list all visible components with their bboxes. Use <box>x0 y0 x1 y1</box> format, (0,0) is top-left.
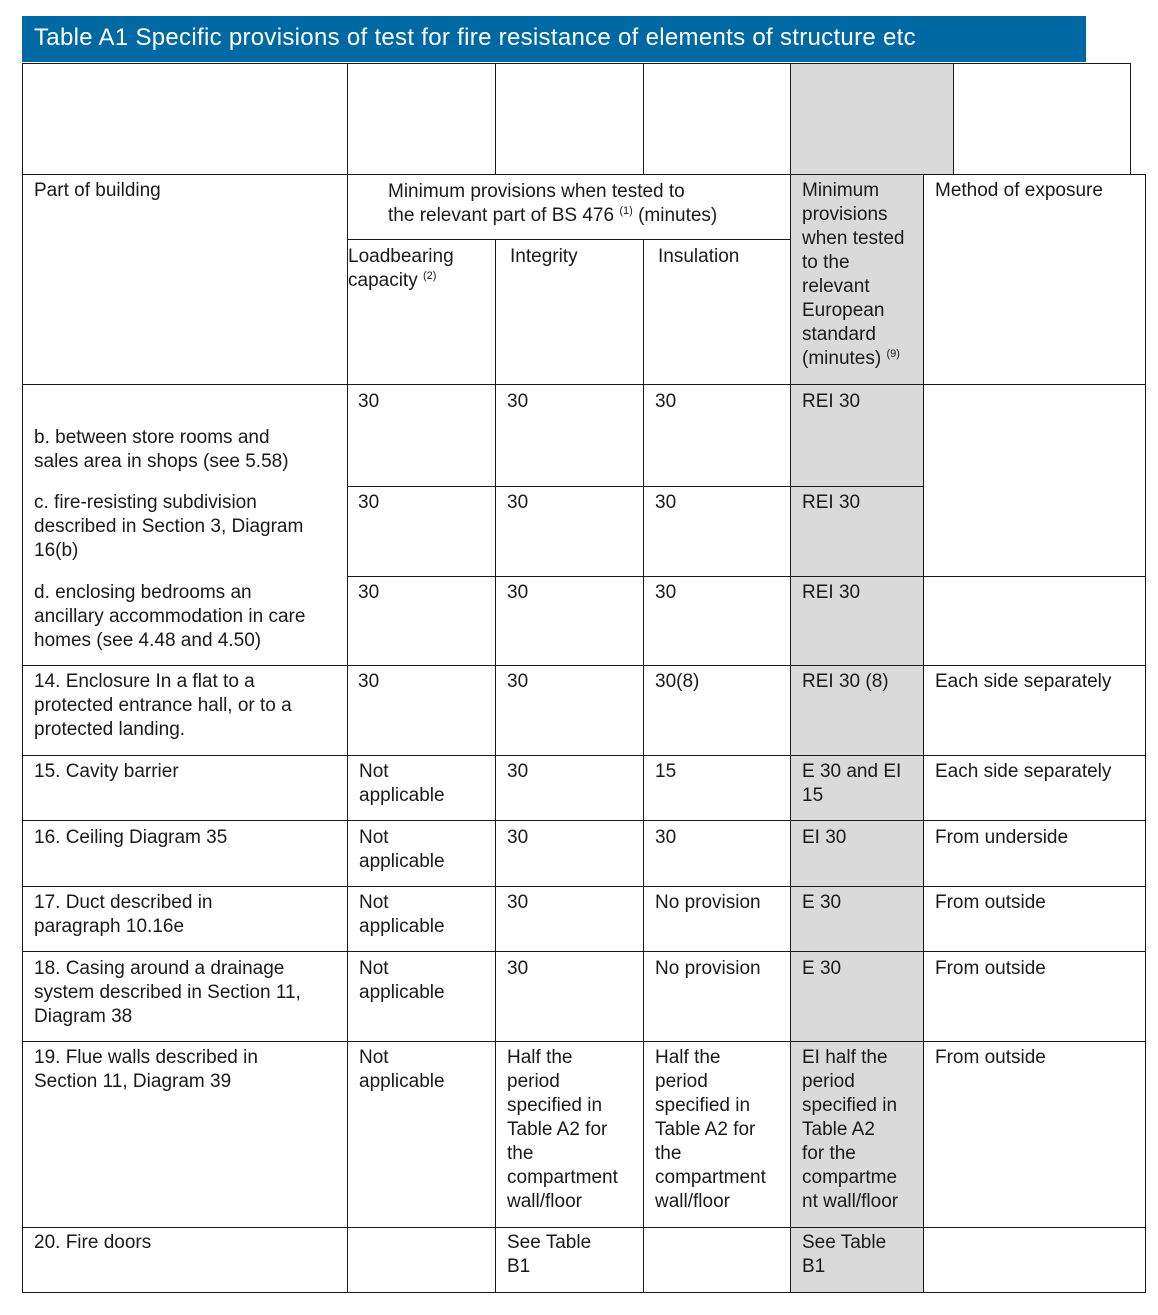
cell-insulation: Half the <box>655 1047 721 1068</box>
cell-integrity: 30 <box>507 958 529 979</box>
header-euro-line-4: to the <box>802 252 850 273</box>
cell-euro: See Table <box>802 1232 887 1253</box>
header-euro-line-2: provisions <box>802 204 888 225</box>
cell-part-of-building: d. enclosing bedrooms an <box>34 582 252 603</box>
cell-part-of-building: described in Section 3, Diagram <box>34 516 304 537</box>
rule-col-exposure <box>923 174 924 1293</box>
cell-load: 30 <box>358 671 380 692</box>
cell-insulation: No provision <box>655 958 761 979</box>
cell-integrity: See Table <box>507 1232 592 1253</box>
cell-part-of-building: 17. Duct described in <box>34 892 213 913</box>
rule-right-top <box>1130 63 1131 175</box>
rule-row-20 <box>22 1227 1146 1228</box>
cell-euro: REI 30 <box>802 582 861 603</box>
cell-load: 30 <box>358 582 380 603</box>
header-euro-line-5: relevant <box>802 276 870 297</box>
euro-column-top-shade <box>790 64 953 174</box>
cell-load: Not <box>359 827 389 848</box>
rule-col-integrity-body <box>495 239 496 1293</box>
cell-integrity: 30 <box>507 827 529 848</box>
cell-euro: compartme <box>802 1167 898 1188</box>
cell-insulation: period <box>655 1071 708 1092</box>
cell-part-of-building: c. fire-resisting subdivision <box>34 492 257 513</box>
cell-part-of-building: protected entrance hall, or to a <box>34 695 292 716</box>
rule-bottom <box>22 1292 1146 1293</box>
cell-insulation: 30 <box>655 492 677 513</box>
cell-load: 30 <box>358 492 380 513</box>
cell-integrity: Table A2 for <box>507 1119 608 1140</box>
cell-load: applicable <box>359 916 445 937</box>
rule-row-c <box>347 486 923 487</box>
cell-load: Not <box>359 761 389 782</box>
rule-left <box>22 63 23 1293</box>
cell-integrity: B1 <box>507 1256 531 1277</box>
rule-row-19 <box>22 1041 1146 1042</box>
cell-insulation: 30(8) <box>655 671 700 692</box>
cell-exposure: From outside <box>935 1047 1046 1068</box>
cell-load: Not <box>359 958 389 979</box>
cell-insulation: the <box>655 1143 682 1164</box>
cell-part-of-building: Diagram 38 <box>34 1006 133 1027</box>
cell-integrity: 30 <box>507 892 529 913</box>
header-method-of-exposure: Method of exposure <box>935 180 1103 201</box>
cell-part-of-building: 16. Ceiling Diagram 35 <box>34 827 228 848</box>
cell-part-of-building: paragraph 10.16e <box>34 916 185 937</box>
rule-col-insulation-body <box>643 239 644 1293</box>
cell-load: applicable <box>359 982 445 1003</box>
header-bs-group-line1: Minimum provisions when tested to <box>388 181 685 202</box>
cell-integrity: 30 <box>507 761 529 782</box>
rule-bs-group <box>347 239 790 240</box>
cell-exposure: From underside <box>935 827 1069 848</box>
cell-euro: REI 30 (8) <box>802 671 889 692</box>
cell-exposure: Each side separately <box>935 671 1112 692</box>
cell-exposure: From outside <box>935 958 1046 979</box>
cell-load: applicable <box>359 785 445 806</box>
cell-insulation: Table A2 for <box>655 1119 756 1140</box>
rule-row-d <box>347 576 1146 577</box>
cell-integrity: 30 <box>507 492 529 513</box>
cell-integrity: period <box>507 1071 560 1092</box>
cell-integrity: 30 <box>507 391 529 412</box>
cell-euro: period <box>802 1071 855 1092</box>
cell-part-of-building: 20. Fire doors <box>34 1232 152 1253</box>
cell-euro: E 30 <box>802 892 842 913</box>
cell-integrity: the <box>507 1143 534 1164</box>
header-insulation: Insulation <box>658 246 740 267</box>
cell-part-of-building: system described in Section 11, <box>34 982 301 1003</box>
cell-part-of-building: 19. Flue walls described in <box>34 1047 258 1068</box>
cell-euro: specified in <box>802 1095 898 1116</box>
cell-exposure: Each side separately <box>935 761 1112 782</box>
header-euro-line-6: European <box>802 300 885 321</box>
header-euro-line-3: when tested <box>802 228 905 249</box>
header-part-of-building: Part of building <box>34 180 161 201</box>
cell-part-of-building: 14. Enclosure In a flat to a <box>34 671 255 692</box>
header-bs-group-line2: the relevant part of BS 476 $^{(1)}$ (minutes) <box>388 205 718 226</box>
cell-integrity: 30 <box>507 582 529 603</box>
rule-col-euro <box>790 63 791 1293</box>
cell-insulation: 30 <box>655 391 677 412</box>
cell-insulation: specified in <box>655 1095 751 1116</box>
rule-col-integrity <box>495 63 496 175</box>
cell-integrity: wall/floor <box>507 1191 582 1212</box>
cell-part-of-building: 16(b) <box>34 540 79 561</box>
cell-euro: REI 30 <box>802 492 861 513</box>
cell-load: applicable <box>359 851 445 872</box>
rule-row-17 <box>22 886 1146 887</box>
cell-part-of-building: Section 11, Diagram 39 <box>34 1071 232 1092</box>
cell-integrity: specified in <box>507 1095 603 1116</box>
header-euro-line-1: Minimum <box>802 180 880 201</box>
cell-euro: nt wall/floor <box>802 1191 899 1212</box>
cell-load: applicable <box>359 1071 445 1092</box>
cell-part-of-building: homes (see 4.48 and 4.50) <box>34 630 262 651</box>
cell-integrity: compartment <box>507 1167 618 1188</box>
cell-integrity: Half the <box>507 1047 573 1068</box>
rule-top <box>22 63 1131 64</box>
cell-part-of-building: 18. Casing around a drainage <box>34 958 285 979</box>
cell-insulation: compartment <box>655 1167 766 1188</box>
header-integrity: Integrity <box>510 246 578 267</box>
cell-euro: REI 30 <box>802 391 861 412</box>
header-euro-line-8: (minutes) $^{(9)}$ <box>802 348 900 369</box>
cell-part-of-building: b. between store rooms and <box>34 427 270 448</box>
cell-insulation: 30 <box>655 582 677 603</box>
cell-load: Not <box>359 1047 389 1068</box>
cell-part-of-building: ancillary accommodation in care <box>34 606 306 627</box>
cell-euro: EI 30 <box>802 827 847 848</box>
rule-row-15 <box>22 755 1146 756</box>
cell-euro: E 30 and EI <box>802 761 902 782</box>
cell-euro: 15 <box>802 785 824 806</box>
rule-col-insulation <box>643 63 644 175</box>
cell-part-of-building: 15. Cavity barrier <box>34 761 179 782</box>
header-loadbearing-line2: capacity $^{(2)}$ <box>348 270 437 291</box>
header-euro-line-7: standard <box>802 324 876 345</box>
cell-insulation: wall/floor <box>655 1191 730 1212</box>
rule-col-top-953 <box>953 63 954 175</box>
table-title: Table A1 Specific provisions of test for fire resistance of elements of structure etc <box>22 16 1086 63</box>
cell-load: Not <box>359 892 389 913</box>
cell-euro: for the <box>802 1143 856 1164</box>
rule-right <box>1145 174 1146 1293</box>
rule-header-top <box>22 174 1146 175</box>
cell-euro: EI half the <box>802 1047 888 1068</box>
header-loadbearing-line1: Loadbearing <box>348 246 454 267</box>
cell-insulation: 15 <box>655 761 677 782</box>
cell-part-of-building: protected landing. <box>34 719 186 740</box>
cell-euro: E 30 <box>802 958 842 979</box>
rule-header-bottom <box>22 384 1146 385</box>
cell-part-of-building: sales area in shops (see 5.58) <box>34 451 289 472</box>
cell-euro: Table A2 <box>802 1119 875 1140</box>
cell-euro: B1 <box>802 1256 826 1277</box>
cell-load: 30 <box>358 391 380 412</box>
cell-exposure: From outside <box>935 892 1046 913</box>
cell-insulation: 30 <box>655 827 677 848</box>
cell-insulation: No provision <box>655 892 761 913</box>
rule-row-16 <box>22 820 1146 821</box>
cell-integrity: 30 <box>507 671 529 692</box>
rule-row-14 <box>22 665 1146 666</box>
rule-row-18 <box>22 951 1146 952</box>
